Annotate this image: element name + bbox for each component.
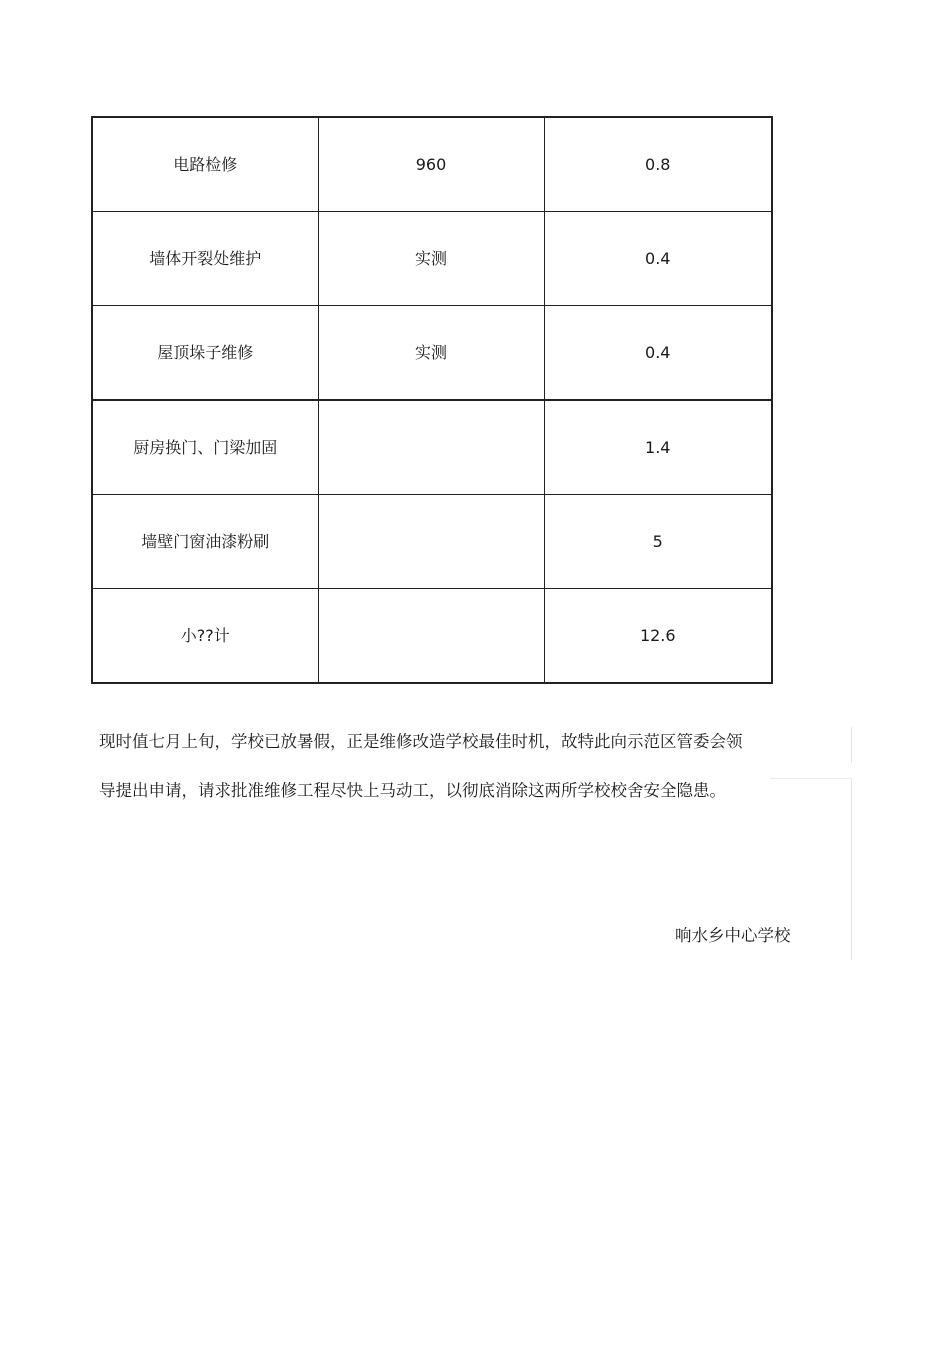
quantity-cell: 实测 — [318, 212, 544, 306]
margin-rule — [851, 727, 852, 763]
quantity-cell — [318, 400, 544, 495]
table-row — [92, 400, 772, 495]
signature: 响水乡中心学校 — [675, 926, 791, 945]
item-cell: 屋顶垛子维修 — [92, 306, 318, 401]
item-cell: 厨房换门、门梁加固 — [92, 400, 318, 495]
item-cell: 墙体开裂处维护 — [92, 212, 318, 306]
quantity-cell — [318, 495, 544, 589]
quantity-cell: 实测 — [318, 306, 544, 401]
cost-cell: 0.4 — [544, 212, 772, 306]
cost-cell: 5 — [544, 495, 772, 589]
cost-cell: 0.8 — [544, 117, 772, 212]
table-row — [92, 212, 772, 306]
subtotal-cost-cell: 12.6 — [544, 589, 772, 684]
quantity-cell — [318, 589, 544, 684]
table-row — [92, 117, 772, 212]
margin-rule — [851, 778, 852, 960]
cost-cell: 0.4 — [544, 306, 772, 401]
body-text-line-1: 现时值七月上旬，学校已放暑假，正是维修改造学校最佳时机，故特此向示范区管委会领 — [99, 732, 743, 751]
quantity-cell: 960 — [318, 117, 544, 212]
table-row — [92, 495, 772, 589]
item-cell: 墙壁门窗油漆粉刷 — [92, 495, 318, 589]
table-row — [92, 306, 772, 401]
repair-cost-table — [91, 116, 773, 684]
cost-cell: 1.4 — [544, 400, 772, 495]
table-row — [92, 589, 772, 684]
subtotal-label-cell: 小??计 — [92, 589, 318, 684]
body-text-line-2: 导提出申请，请求批准维修工程尽快上马动工，以彻底消除这两所学校校舍安全隐患。 — [99, 781, 726, 800]
item-cell: 电路检修 — [92, 117, 318, 212]
margin-rule — [770, 778, 852, 779]
